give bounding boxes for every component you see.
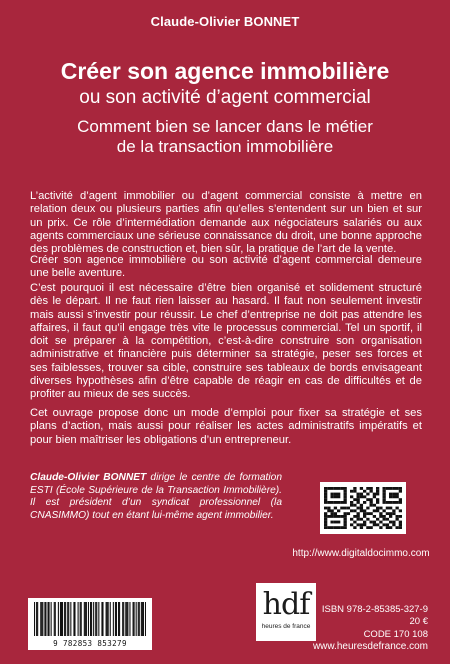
qr-module	[389, 501, 392, 504]
qr-module	[350, 509, 353, 512]
barcode-bar	[73, 602, 74, 636]
qr-module	[386, 507, 389, 510]
barcode-bar	[86, 602, 87, 636]
qr-module	[370, 521, 373, 524]
barcode-bar	[41, 602, 42, 636]
qr-module	[331, 526, 334, 529]
qr-module	[389, 521, 392, 524]
qr-module	[386, 512, 389, 515]
barcode-bar	[110, 602, 111, 636]
qr-module	[327, 515, 330, 518]
qr-module	[376, 493, 379, 496]
barcode-bar	[40, 602, 41, 636]
qr-module	[340, 487, 343, 490]
qr-module	[357, 493, 360, 496]
barcode-bar	[37, 602, 38, 636]
qr-module	[337, 509, 340, 512]
qr-module	[392, 523, 395, 526]
qr-module	[350, 518, 353, 521]
qr-module	[396, 526, 399, 529]
qr-module	[383, 518, 386, 521]
qr-module	[399, 521, 402, 524]
qr-module	[366, 498, 369, 501]
qr-module	[324, 490, 327, 493]
barcode-bar	[44, 602, 45, 636]
barcode-bar	[55, 602, 56, 636]
qr-module	[360, 518, 363, 521]
product-code: CODE 170 108	[363, 628, 428, 640]
qr-module	[386, 518, 389, 521]
qr-module	[386, 501, 389, 504]
qr-module	[399, 526, 402, 529]
barcode-bar	[47, 602, 48, 636]
qr-module	[373, 493, 376, 496]
qr-module	[357, 518, 360, 521]
qr-module	[357, 507, 360, 510]
barcode-bar	[143, 602, 144, 636]
qr-module	[337, 487, 340, 490]
qr-module	[331, 509, 334, 512]
qr-module	[366, 518, 369, 521]
qr-module	[396, 495, 399, 498]
barcode-bar	[51, 602, 52, 636]
qr-module	[324, 523, 327, 526]
qr-module	[357, 495, 360, 498]
qr-module	[389, 487, 392, 490]
publisher-logo-name: heures de france	[261, 623, 311, 630]
qr-module	[324, 507, 327, 510]
barcode-bar	[136, 602, 137, 636]
website-url[interactable]: http://www.digitaldocimmo.com	[292, 548, 430, 559]
qr-module	[396, 515, 399, 518]
qr-module	[344, 501, 347, 504]
qr-module	[383, 493, 386, 496]
qr-module	[399, 523, 402, 526]
qr-module	[379, 512, 382, 515]
qr-module	[324, 501, 327, 504]
qr-module	[324, 495, 327, 498]
qr-module	[383, 490, 386, 493]
barcode-bar	[49, 602, 50, 636]
bio-text: dirige le centre de formation ESTI (École Supérieure de la Transaction Immobilière). Il est président d’un syndicat professionnel (la CNASIMMO) tout en étant lui-même agent immobilier.	[30, 472, 282, 521]
qr-module	[331, 493, 334, 496]
qr-module	[376, 487, 379, 490]
qr-module	[376, 509, 379, 512]
barcode-bar	[115, 602, 116, 636]
qr-module	[337, 521, 340, 524]
qr-module	[327, 487, 330, 490]
barcode-bar	[141, 602, 142, 636]
qr-module	[389, 526, 392, 529]
qr-module	[350, 523, 353, 526]
qr-module	[370, 526, 373, 529]
barcode-bar	[139, 602, 140, 636]
qr-module	[360, 487, 363, 490]
barcode-bar	[134, 602, 135, 636]
qr-module	[389, 512, 392, 515]
qr-module	[337, 501, 340, 504]
qr-module	[353, 526, 356, 529]
qr-module	[334, 512, 337, 515]
qr-module	[366, 512, 369, 515]
qr-module	[373, 504, 376, 507]
barcode-bar	[74, 602, 75, 636]
qr-module	[383, 501, 386, 504]
qr-module	[327, 509, 330, 512]
barcode-bar	[80, 602, 81, 636]
qr-module	[334, 507, 337, 510]
qr-module	[370, 501, 373, 504]
qr-module	[399, 509, 402, 512]
qr-module	[331, 501, 334, 504]
barcode-bar	[145, 602, 146, 636]
barcode-bar	[126, 602, 127, 636]
qr-module	[389, 493, 392, 496]
barcode-bar	[101, 602, 102, 636]
barcode-bar	[127, 602, 128, 636]
qr-module	[389, 495, 392, 498]
qr-module	[376, 490, 379, 493]
barcode-bar	[123, 602, 124, 636]
qr-module	[324, 498, 327, 501]
qr-module	[366, 526, 369, 529]
barcode-bar	[98, 602, 99, 636]
qr-module	[392, 493, 395, 496]
qr-module	[383, 515, 386, 518]
qr-module	[334, 526, 337, 529]
blurb-paragraph-1	[30, 190, 422, 256]
qr-module	[396, 493, 399, 496]
barcode-bar	[54, 602, 55, 636]
barcode-bar	[95, 602, 96, 636]
qr-module	[350, 490, 353, 493]
barcode-bars	[34, 602, 146, 640]
barcode-bar	[107, 602, 108, 636]
qr-module	[324, 526, 327, 529]
book-title-line2: ou son activité d’agent commercial	[79, 87, 371, 108]
qr-module	[344, 498, 347, 501]
qr-module	[334, 515, 337, 518]
qr-module	[344, 495, 347, 498]
barcode-bar	[125, 602, 126, 636]
barcode-bar	[67, 602, 68, 636]
qr-module	[331, 521, 334, 524]
barcode-bar	[108, 602, 109, 636]
qr-module	[350, 504, 353, 507]
qr-module	[360, 509, 363, 512]
qr-module	[399, 498, 402, 501]
qr-module	[376, 501, 379, 504]
blurb-text: Créer son agence immobilière ou son activité d’agent commercial demeure une belle aventure.	[30, 254, 422, 280]
isbn: ISBN 978-2-85385-327-9	[321, 604, 428, 615]
bio-author-name: Claude-Olivier BONNET	[30, 472, 147, 483]
qr-module	[350, 501, 353, 504]
book-subtitle	[0, 117, 450, 157]
qr-module	[373, 523, 376, 526]
barcode-bar	[102, 602, 103, 636]
barcode-bar	[81, 602, 82, 636]
qr-module	[324, 487, 327, 490]
qr-module	[360, 504, 363, 507]
barcode-bar	[116, 602, 117, 636]
barcode-bar	[78, 602, 79, 636]
qr-module	[353, 521, 356, 524]
blurb-paragraph-3	[30, 282, 422, 402]
qr-module	[376, 518, 379, 521]
qr-module	[396, 518, 399, 521]
qr-module	[363, 509, 366, 512]
author-name: Claude-Olivier BONNET	[150, 14, 300, 29]
qr-module	[386, 487, 389, 490]
qr-module	[344, 526, 347, 529]
qr-module	[347, 507, 350, 510]
qr-module	[383, 495, 386, 498]
qr-module	[370, 490, 373, 493]
blurb-text: Cet ouvrage propose donc un mode d’emploi pour fixer sa stratégie et ses plans d’action, mais aussi pour réaliser les actes administratifs impératifs et pour bien maîtriser les obligations d’un entrepreneur.	[30, 407, 422, 446]
qr-module	[399, 487, 402, 490]
qr-code[interactable]	[320, 482, 406, 534]
qr-module	[353, 504, 356, 507]
qr-module	[337, 515, 340, 518]
qr-module	[363, 515, 366, 518]
qr-module	[324, 512, 327, 515]
qr-module	[353, 487, 356, 490]
qr-module	[360, 495, 363, 498]
qr-module	[370, 498, 373, 501]
qr-module	[344, 518, 347, 521]
barcode-bar	[42, 602, 43, 636]
barcode-bar	[64, 602, 65, 636]
qr-module	[396, 501, 399, 504]
qr-module	[340, 501, 343, 504]
qr-module	[337, 526, 340, 529]
qr-module	[340, 507, 343, 510]
author-bio	[30, 472, 282, 522]
barcode-bar	[61, 602, 62, 636]
barcode-bar	[113, 602, 114, 636]
qr-module	[331, 487, 334, 490]
qr-module	[379, 515, 382, 518]
qr-module	[392, 521, 395, 524]
barcode-bar	[58, 602, 59, 636]
qr-module	[376, 498, 379, 501]
qr-module	[379, 507, 382, 510]
barcode-bar	[119, 602, 120, 636]
qr-module	[344, 490, 347, 493]
publisher-website[interactable]: www.heuresdefrance.com	[312, 641, 428, 653]
blurb-text: L’activité d’agent immobilier ou d’agent commercial consiste à mettre en relation deux ou plusieurs parties afin qu’elles s’entendent sur un bien et sur un prix. Ce rôle d’intermédiation demande aux négociateurs salariés ou aux agents commerciaux une sérieuse connaissance du droit, une bonne approche des problèmes de construction et, bien sûr, la pratique de l’art de la vente.	[30, 190, 422, 256]
barcode-digits: 9 782853 853279	[53, 639, 127, 648]
qr-module	[334, 501, 337, 504]
qr-module	[344, 493, 347, 496]
barcode-bar	[70, 602, 71, 636]
barcode-bar	[122, 602, 123, 636]
qr-module	[357, 512, 360, 515]
qr-module	[389, 515, 392, 518]
qr-module	[331, 512, 334, 515]
qr-module	[370, 504, 373, 507]
subtitle-line2: de la transaction immobilière	[116, 137, 334, 156]
qr-module	[392, 487, 395, 490]
publisher-logo-mark: hdf	[262, 587, 310, 622]
qr-module	[334, 487, 337, 490]
ean-barcode	[28, 598, 152, 650]
qr-module	[357, 515, 360, 518]
qr-module	[360, 493, 363, 496]
qr-module	[376, 507, 379, 510]
qr-module	[392, 512, 395, 515]
barcode-bar	[60, 602, 61, 636]
barcode-bar	[138, 602, 139, 636]
price: 20 €	[409, 616, 428, 628]
qr-module	[350, 495, 353, 498]
qr-module	[344, 512, 347, 515]
barcode-bar	[129, 602, 130, 636]
barcode-bar	[68, 602, 69, 636]
qr-module	[383, 509, 386, 512]
barcode-bar	[84, 602, 85, 636]
qr-module	[396, 487, 399, 490]
qr-module	[353, 498, 356, 501]
qr-module	[344, 523, 347, 526]
qr-module	[360, 526, 363, 529]
qr-module	[373, 509, 376, 512]
qr-module	[324, 518, 327, 521]
qr-module	[337, 493, 340, 496]
qr-module	[353, 509, 356, 512]
qr-module	[334, 495, 337, 498]
qr-module	[324, 515, 327, 518]
barcode-bar	[45, 602, 46, 636]
qr-module	[376, 523, 379, 526]
cover-header	[0, 0, 450, 156]
qr-module	[363, 490, 366, 493]
barcode-bar	[65, 602, 66, 636]
qr-module	[344, 515, 347, 518]
qr-module	[353, 515, 356, 518]
barcode-bar	[93, 602, 94, 636]
qr-module	[386, 526, 389, 529]
qr-module	[386, 523, 389, 526]
qr-module	[363, 512, 366, 515]
qr-module	[357, 523, 360, 526]
barcode-bar	[106, 602, 107, 636]
barcode-bar	[133, 602, 134, 636]
qr-module	[373, 515, 376, 518]
qr-module	[392, 509, 395, 512]
qr-module	[389, 507, 392, 510]
qr-module	[399, 515, 402, 518]
barcode-bar	[85, 602, 86, 636]
barcode-bar	[118, 602, 119, 636]
qr-module	[360, 507, 363, 510]
barcode-bar	[36, 602, 37, 636]
qr-module	[373, 495, 376, 498]
qr-module	[331, 495, 334, 498]
subtitle-line1: Comment bien se lancer dans le métier	[77, 117, 373, 136]
qr-module	[360, 523, 363, 526]
qr-module	[366, 507, 369, 510]
qr-module	[399, 501, 402, 504]
blurb-paragraph-4	[30, 407, 422, 447]
qr-module	[344, 521, 347, 524]
qr-module	[379, 526, 382, 529]
barcode-bar	[91, 602, 92, 636]
qr-module	[324, 521, 327, 524]
qr-module	[370, 487, 373, 490]
book-title: Créer son agence immobilière	[60, 58, 390, 84]
qr-module	[379, 521, 382, 524]
qr-module	[363, 521, 366, 524]
qr-module	[357, 501, 360, 504]
blurb-paragraph-2	[30, 254, 422, 281]
barcode-bar	[88, 602, 89, 636]
qr-module	[392, 495, 395, 498]
barcode-bar	[90, 602, 91, 636]
qr-module	[334, 493, 337, 496]
qr-module	[340, 515, 343, 518]
qr-module	[363, 501, 366, 504]
qr-code-pattern	[324, 487, 402, 529]
qr-module	[357, 498, 360, 501]
qr-module	[331, 515, 334, 518]
qr-module	[327, 526, 330, 529]
qr-module	[363, 523, 366, 526]
qr-module	[383, 487, 386, 490]
qr-module	[366, 493, 369, 496]
qr-module	[373, 521, 376, 524]
qr-module	[396, 507, 399, 510]
qr-module	[383, 523, 386, 526]
qr-module	[334, 521, 337, 524]
barcode-bar	[142, 602, 143, 636]
qr-module	[344, 507, 347, 510]
blurb-text: C’est pourquoi il est nécessaire d’être bien organisé et solidement structuré dès le départ. Il ne faut rien laisser au hasard. Il faut non seulement investir mais aussi s’investir pour réussir. Le chef d’entreprise ne doit pas attendre les affaires, il faut qu’il engage très vite le processus commercial. Tel un sportif, il doit se préparer à la compétition, c’est-à-dire construire son organisation administrative et financière puis déterminer sa stratégie, peser ses forces et ses faiblesses, trouver sa cible, construire ses tableaux de bords envisageant diverses hypothèses afin d’être capable de réagir en cas de difficultés et de profiter au mieux de ses succès.	[30, 282, 422, 401]
qr-module	[347, 512, 350, 515]
book-info	[288, 604, 428, 654]
qr-module	[370, 512, 373, 515]
qr-module	[340, 526, 343, 529]
qr-module	[383, 498, 386, 501]
qr-module	[399, 490, 402, 493]
qr-module	[366, 487, 369, 490]
qr-module	[344, 487, 347, 490]
barcode-bar	[34, 602, 35, 636]
qr-module	[392, 501, 395, 504]
barcode-bar	[96, 602, 97, 636]
qr-module	[327, 501, 330, 504]
qr-module	[337, 495, 340, 498]
qr-module	[324, 493, 327, 496]
qr-module	[363, 495, 366, 498]
qr-module	[327, 507, 330, 510]
barcode-bar	[62, 602, 63, 636]
qr-module	[353, 490, 356, 493]
